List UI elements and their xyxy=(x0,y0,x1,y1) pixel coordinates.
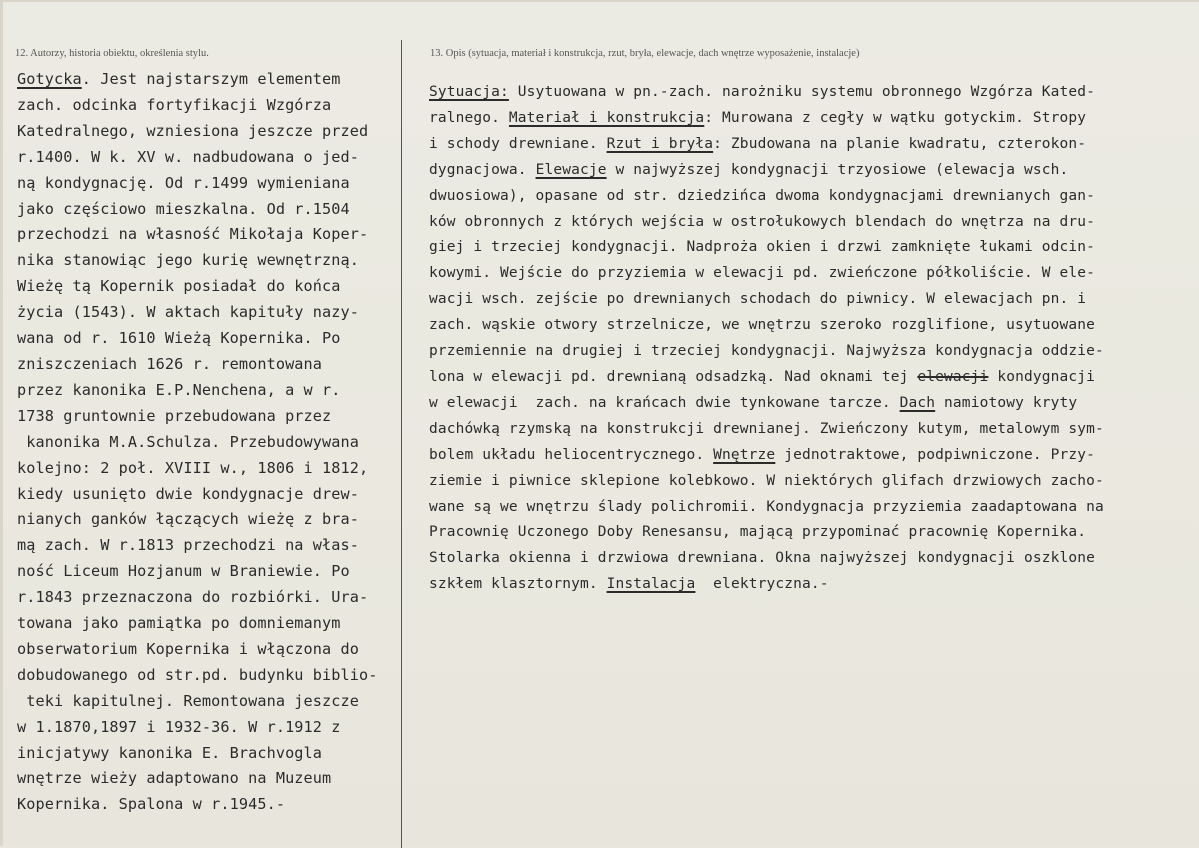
description-line xyxy=(429,520,1199,546)
text-run: nianych ganków łączących wieżę z bra- xyxy=(17,510,360,529)
history-line xyxy=(17,792,401,818)
section-heading: Materiał i konstrukcja xyxy=(508,109,705,126)
text-run: Katedralnego, wzniesiona jeszcze przed xyxy=(17,121,369,140)
history-text xyxy=(17,67,401,818)
text-run: ną kondygnację. Od r.1499 wymieniana xyxy=(17,173,350,192)
text-run: życia (1543). W aktach kapituły nazy- xyxy=(17,303,360,322)
text-run: kanonika M.A.Schulza. Przebudowywana xyxy=(17,432,360,451)
history-line xyxy=(17,67,401,93)
history-line xyxy=(17,689,401,715)
column-divider xyxy=(401,40,402,848)
text-run: kondygnacji xyxy=(988,368,1095,385)
description-line xyxy=(429,339,1199,365)
history-line xyxy=(17,559,401,585)
text-run: elektryczna.- xyxy=(695,576,829,593)
section-heading: Sytuacja: xyxy=(429,84,509,100)
text-run: lona w elewacji pd. drewnianą odsadzką. Nad oknami tej xyxy=(429,368,918,385)
description-line xyxy=(429,365,1199,391)
description-line xyxy=(429,106,1199,132)
text-run: 1738 gruntownie przebudowana przez xyxy=(17,406,332,425)
text-run: Stolarka okienna i drzwiowa drewniana. Okna najwyższej kondygnacji oszklone xyxy=(429,550,1095,567)
history-line xyxy=(17,585,401,611)
history-line xyxy=(17,482,401,508)
text-run: i schody drewniane. xyxy=(429,135,607,152)
description-text xyxy=(429,80,1199,598)
description-line xyxy=(429,210,1199,236)
text-run: r.1843 przeznaczona do rozbiórki. Ura- xyxy=(17,588,369,607)
history-line xyxy=(17,93,401,119)
text-run: Kopernika. Spalona w r.1945.- xyxy=(17,795,286,814)
text-run: wacji wsch. zejście po drewnianych schodach do piwnicy. W elewacjach pn. i xyxy=(429,291,1087,308)
text-run: przez kanonika E.P.Nenchena, a w r. xyxy=(17,380,341,399)
history-line xyxy=(17,637,401,663)
text-run: Wieżę tą Kopernik posiadał do końca xyxy=(17,277,341,296)
history-line xyxy=(17,119,401,145)
struck-out-word: elewacji xyxy=(917,368,989,385)
description-line xyxy=(429,287,1199,313)
text-run: giej i trzeciej kondygnacji. Nadproża okien i drzwi zamknięte łukami odcin- xyxy=(429,239,1095,256)
section-heading: Elewacje xyxy=(535,161,607,178)
description-line xyxy=(429,495,1199,521)
text-run: dobudowanego od str.pd. budynku biblio- xyxy=(17,665,378,684)
description-line xyxy=(429,443,1199,469)
text-run: mą zach. W r.1813 przechodzi na włas- xyxy=(17,536,360,555)
text-run: dwuosiowa), opasane od str. dziedzińca dwoma kondygnacjami drewnianych gan- xyxy=(429,187,1095,204)
text-run: : Murowana z cegły w wątku gotyckim. Stropy xyxy=(704,109,1087,126)
section-heading: Rzut i bryła xyxy=(606,135,714,152)
history-line xyxy=(17,430,401,456)
history-line xyxy=(17,145,401,171)
text-run: ralnego. xyxy=(429,109,509,126)
text-run: przechodzi na własność Mikołaja Koper- xyxy=(17,225,369,244)
text-run: w elewacji zach. na krańcach dwie tynkowane tarcze. xyxy=(429,394,900,411)
description-line xyxy=(429,235,1199,261)
text-run: r.1400. W k. XV w. nadbudowana o jed- xyxy=(17,147,360,166)
text-run: w najwyższej kondygnacji trzyosiowe (elewacja wsch. xyxy=(606,161,1069,178)
description-line xyxy=(429,80,1199,106)
right-column-header: 13. Opis (sytuacja, materiał i konstrukcja, rzut, bryła, elewacje, dach wnętrze wyposażenie, instalacje) xyxy=(430,48,860,59)
text-run: ków obronnych z których wejścia w ostrołukowych blendach do wnętrza na dru- xyxy=(429,213,1095,230)
text-run: bolem układu heliocentrycznego. xyxy=(429,446,714,463)
text-run: teki kapitulnej. Remontowana jeszcze xyxy=(17,691,360,710)
text-run: szkłem klasztornym. xyxy=(429,576,607,593)
text-run: kowymi. Wejście do przyziemia w elewacji pd. zwieńczone półkoliście. W ele- xyxy=(429,265,1095,282)
history-line xyxy=(17,741,401,767)
description-line xyxy=(429,261,1199,287)
text-run: Pracownię Uczonego Doby Renesansu, mającą przypominać pracownię Kopernika. xyxy=(429,524,1087,541)
history-line xyxy=(17,507,401,533)
description-line xyxy=(429,546,1199,572)
history-line xyxy=(17,766,401,792)
description-line xyxy=(429,158,1199,184)
text-run: obserwatorium Kopernika i włączona do xyxy=(17,639,360,658)
text-run: dachówką rzymską na konstrukcji drewnianej. Zwieńczony kutym, metalowym sym- xyxy=(429,420,1104,437)
text-run: wnętrze wieży adaptowano na Muzeum xyxy=(17,769,332,788)
text-run: . Jest najstarszym elementem xyxy=(81,70,341,88)
history-line xyxy=(17,611,401,637)
text-run: kiedy usunięto dwie kondygnacje drew- xyxy=(17,484,360,503)
history-line xyxy=(17,404,401,430)
text-run: towana jako pamiątka po domniemanym xyxy=(17,614,341,633)
text-run: zach. wąskie otwory strzelnicze, we wnętrzu szeroko rozglifione, usytuowane xyxy=(429,317,1095,334)
text-run: przemiennie na drugiej i trzeciej kondygnacji. Najwyższa kondygnacja oddzie- xyxy=(429,343,1104,360)
text-run: : Zbudowana na planie kwadratu, czterokon- xyxy=(713,135,1087,152)
text-run: inicjatywy kanonika E. Brachvogla xyxy=(17,743,323,762)
text-run: ność Liceum Hozjanum w Braniewie. Po xyxy=(17,562,350,581)
history-line xyxy=(17,300,401,326)
description-line xyxy=(429,391,1199,417)
section-heading: Wnętrze xyxy=(713,446,776,463)
text-run: kolejno: 2 poł. XVIII w., 1806 i 1812, xyxy=(17,458,369,477)
text-run: jako częściowo mieszkalna. Od r.1504 xyxy=(17,199,350,218)
text-run: zach. odcinka fortyfikacji Wzgórza xyxy=(17,95,332,114)
text-run: ziemie i piwnice sklepione kolebkowo. W niektórych glifach drzwiowych zacho- xyxy=(429,472,1104,489)
text-run: w 1.1870,1897 i 1932-36. W r.1912 z xyxy=(17,717,341,736)
description-line xyxy=(429,572,1199,598)
description-line xyxy=(429,132,1199,158)
text-run: Usytuowana w pn.-zach. narożniku systemu obronnego Wzgórza Kated- xyxy=(508,84,1095,100)
text-run: wane są we wnętrzu ślady polichromii. Kondygnacja przyziemia zaadaptowana na xyxy=(429,498,1104,515)
history-line xyxy=(17,326,401,352)
text-run: nika stanowiąc jego kurię wewnętrzną. xyxy=(17,251,360,270)
text-run: jednotraktowe, podpiwniczone. Przy- xyxy=(775,446,1095,463)
description-line xyxy=(429,469,1199,495)
history-line xyxy=(17,222,401,248)
history-line xyxy=(17,197,401,223)
text-run: namiotowy kryty xyxy=(935,394,1078,411)
history-line xyxy=(17,274,401,300)
description-line xyxy=(429,417,1199,443)
history-line xyxy=(17,378,401,404)
history-line xyxy=(17,248,401,274)
text-run: zniszczeniach 1626 r. remontowana xyxy=(17,354,323,373)
section-heading: Gotycka xyxy=(17,70,82,88)
history-line xyxy=(17,715,401,741)
history-line xyxy=(17,171,401,197)
left-column-header: 12. Autorzy, historia obiektu, określenia stylu. xyxy=(15,48,209,59)
description-line xyxy=(429,184,1199,210)
text-run: dygnacjowa. xyxy=(429,161,536,178)
history-line xyxy=(17,352,401,378)
section-heading: Instalacja xyxy=(606,576,696,593)
description-line xyxy=(429,313,1199,339)
history-line xyxy=(17,663,401,689)
history-line xyxy=(17,456,401,482)
history-line xyxy=(17,533,401,559)
text-run: wana od r. 1610 Wieżą Kopernika. Po xyxy=(17,329,341,348)
section-heading: Dach xyxy=(899,394,936,411)
